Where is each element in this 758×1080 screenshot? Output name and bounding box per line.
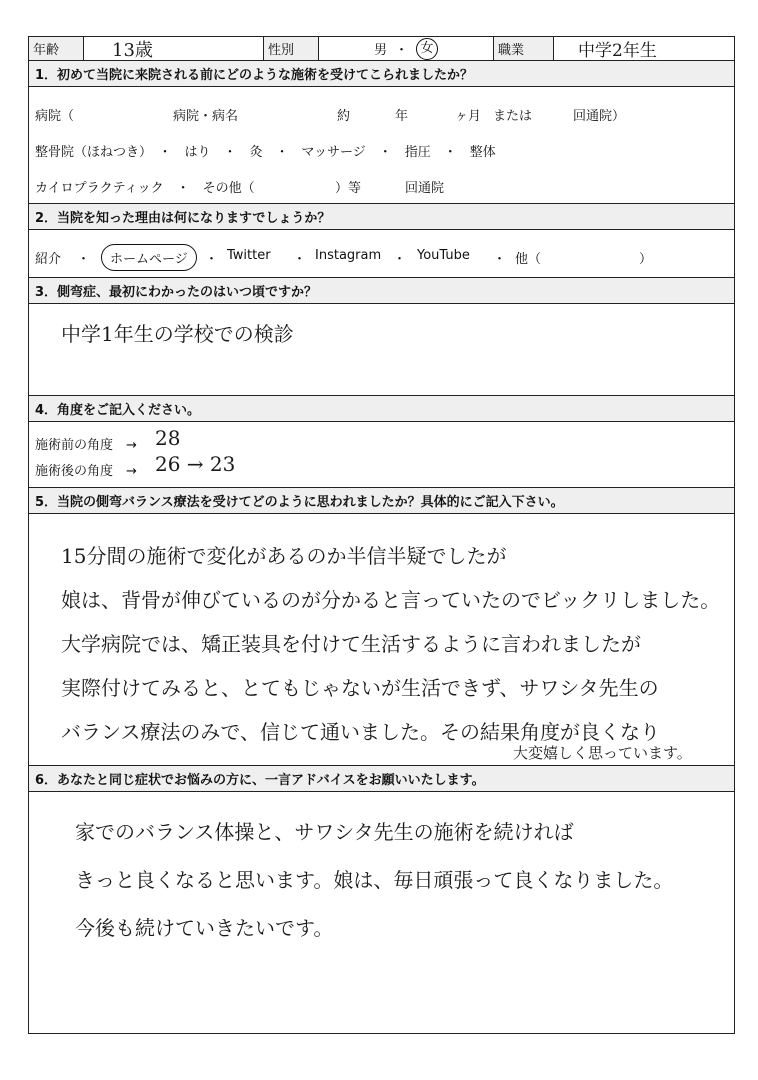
- q6-answer-line-3: 今後も続けていきたいです。: [75, 916, 334, 940]
- q6-section: [29, 766, 734, 1033]
- header-row: [29, 37, 734, 61]
- q4-before-label: 施術前の角度 →: [35, 438, 137, 453]
- gender-separator: ・: [395, 43, 409, 58]
- age-value: 13歳: [84, 37, 264, 60]
- q2-options-line: 紹介 ・ ホームページ ・ Twitter ・ Instagram ・ YouTube ・ 他（ ）: [35, 248, 725, 268]
- gender-male: 男: [373, 43, 387, 58]
- q5-section: [29, 488, 734, 766]
- q6-title: 6．あなたと同じ症状でお悩みの方に、一言アドバイスをお願いいたします。: [29, 766, 734, 792]
- q1-hospital-line: 病院（ 病院・病名 約 年 ヶ月 または 回通院）: [35, 109, 626, 124]
- q4-section: [29, 396, 734, 488]
- q5-answer-line-1: 15分間の施術で変化があるのか半信半疑でしたが: [61, 544, 507, 568]
- q1-section: [29, 61, 734, 204]
- occupation-label: 職業: [494, 37, 554, 60]
- q5-answer-line-4: 実際付けてみると、とてもじゃないが生活できず、サワシタ先生の: [61, 676, 659, 700]
- q4-before-value: 28: [155, 426, 181, 450]
- occupation-value: 中学2年生: [578, 41, 657, 61]
- questionnaire-sheet: [28, 36, 735, 1034]
- gender-options: [319, 37, 494, 60]
- q4-after-value: 26 → 23: [155, 452, 236, 476]
- q5-answer-line-3: 大学病院では、矯正装具を付けて生活するように言われましたが: [61, 632, 641, 656]
- q6-answer-line-2: きっと良くなると思います。娘は、毎日頑張って良くなりました。: [75, 868, 674, 892]
- q5-title: 5．当院の側弯バランス療法を受けてどのように思われましたか？具体的にご記入下さい。: [29, 488, 734, 514]
- q3-title: 3．側弯症、最初にわかったのはいつ頃ですか？: [29, 278, 734, 304]
- q2-homepage-circled: ホームページ: [101, 244, 197, 271]
- gender-label: 性別: [264, 37, 319, 60]
- q4-title: 4．角度をご記入ください。: [29, 396, 734, 422]
- q6-answer-line-1: 家でのバランス体操と、サワシタ先生の施術を続ければ: [75, 820, 574, 844]
- gender-female: 女: [416, 38, 438, 60]
- q1-title: 1．初めて当院に来院される前にどのような施術を受けてこられましたか？: [29, 61, 734, 87]
- q5-answer-line-2: 娘は、背骨が伸びているのが分かると言っていたのでビックリしました。: [61, 588, 721, 612]
- q3-answer: 中学1年生の学校での検診: [61, 322, 294, 346]
- q5-answer-line-5: バランス療法のみで、信じて通いました。その結果角度が良くなり: [61, 720, 660, 744]
- q4-after-label: 施術後の角度 →: [35, 464, 137, 479]
- q1-other-line: カイロプラクティック ・ その他（ ）等 回通院: [35, 181, 445, 196]
- q2-section: [29, 204, 734, 278]
- q5-answer-extra: 大変嬉しく思っています。: [513, 744, 692, 762]
- q1-treatment-line: 整骨院（ほねつき） ・ はり ・ 灸 ・ マッサージ ・ 指圧 ・ 整体: [35, 145, 496, 160]
- q3-section: [29, 278, 734, 396]
- q2-title: 2．当院を知った理由は何になりますでしょうか？: [29, 204, 734, 230]
- age-label: 年齢: [29, 37, 84, 60]
